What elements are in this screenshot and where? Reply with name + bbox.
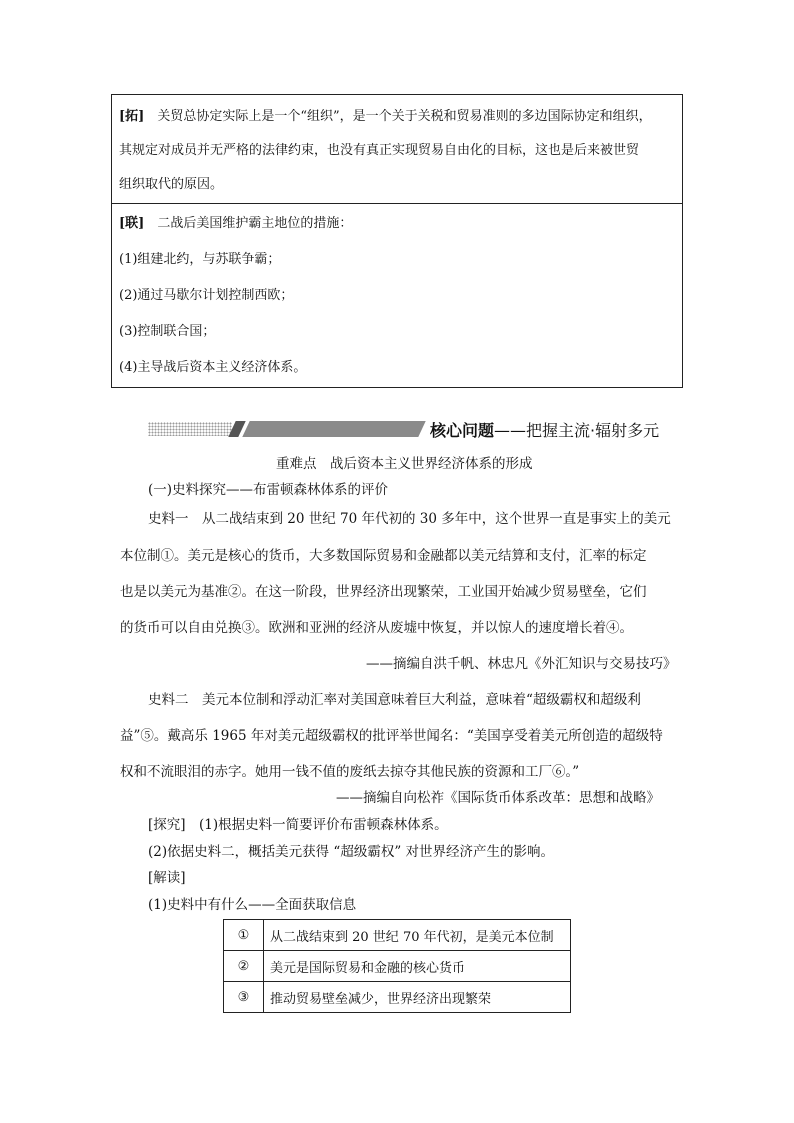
tuo-tag: [拓] bbox=[119, 109, 145, 124]
note-box-lian bbox=[111, 204, 683, 388]
source1-line-4: 的货币可以自由兑换③。欧洲和亚洲的经济从废墟中恢复，并以惊人的速度增长着④。 bbox=[120, 620, 633, 636]
source2-citation: ——摘编自向松祚《国际货币体系改革：思想和战略》 bbox=[336, 790, 660, 806]
tuo-text-1: 关贸总协定实际上是一个“组织”，是一个关于关税和贸易准则的多边国际协定和组织， bbox=[157, 109, 652, 124]
row-text: 美元是国际贸易和金融的核心货币 bbox=[264, 951, 571, 982]
banner-title bbox=[430, 418, 659, 441]
row-number: ① bbox=[224, 920, 264, 951]
lian-tag: [联] bbox=[119, 216, 145, 231]
source1-citation: ——摘编自洪千帆、林忠凡《外汇知识与交易技巧》 bbox=[366, 656, 677, 672]
table-row bbox=[224, 982, 571, 1013]
source1-line-2: 本位制①。美元是核心的货币，大多数国际贸易和金融都以美元结算和支付，汇率的标定 bbox=[120, 548, 647, 564]
banner-title-rest: ——把握主流·辐射多元 bbox=[494, 421, 660, 440]
note-box-tuo bbox=[111, 94, 683, 204]
key-point-heading: 重难点 战后资本主义世界经济体系的形成 bbox=[276, 456, 533, 472]
lian-item-3: (3)控制联合国； bbox=[119, 324, 216, 339]
source1-line-1: 史料一 从二战结束到 20 世纪 70 年代初的 30 多年中，这个世界一直是事实上的美元 bbox=[148, 511, 671, 527]
lian-item-2: (2)通过马歇尔计划控制西欧； bbox=[119, 288, 294, 303]
jiedu-label: [解读] bbox=[148, 870, 186, 886]
lian-item-1: (1)组建北约，与苏联争霸； bbox=[119, 252, 281, 267]
tuo-line-1 bbox=[119, 105, 652, 124]
explore-q1: [探究] (1)根据史料一简要评价布雷顿森林体系。 bbox=[148, 817, 448, 833]
section-banner bbox=[148, 418, 660, 442]
explore-q2: (2)依据史料二，概括美元获得 “超级霸权” 对世界经济产生的影响。 bbox=[148, 844, 555, 860]
row-number: ② bbox=[224, 951, 264, 982]
row-text: 推动贸易壁垒减少，世界经济出现繁荣 bbox=[264, 982, 571, 1013]
source2-line-3: 权和不流眼泪的赤字。她用一钱不值的废纸去掠夺其他民族的资源和工厂⑥。” bbox=[120, 764, 580, 780]
sub-heading: (一)史料探究——布雷顿森林体系的评价 bbox=[148, 482, 389, 498]
lian-heading-text: 二战后美国维护霸主地位的措施： bbox=[157, 216, 353, 231]
table-row bbox=[224, 951, 571, 982]
tuo-line-3: 组织取代的原因。 bbox=[119, 177, 224, 192]
source2-line-1: 史料二 美元本位制和浮动汇率对美国意味着巨大利益，意味着“超级霸权和超级利 bbox=[148, 692, 641, 708]
source2-line-2: 益”⑤。戴高乐 1965 年对美元超级霸权的批评举世闻名：“美国享受着美元所创造的超级特 bbox=[120, 728, 663, 744]
info-table bbox=[223, 919, 571, 1013]
banner-title-bold: 核心问题 bbox=[430, 421, 495, 440]
lian-item-4: (4)主导战后资本主义经济体系。 bbox=[119, 360, 307, 375]
lian-heading bbox=[119, 212, 352, 231]
row-number: ③ bbox=[224, 982, 264, 1013]
banner-bar bbox=[242, 421, 425, 437]
tuo-line-2: 其规定对成员并无严格的法律约束，也没有真正实现贸易自由化的目标，这也是后来被世贸 bbox=[119, 143, 640, 158]
source1-line-3: 也是以美元为基准②。在这一阶段，世界经济出现繁荣，工业国开始减少贸易壁垒，它们 bbox=[120, 584, 647, 600]
banner-dots bbox=[148, 422, 232, 436]
row-text: 从二战结束到 20 世纪 70 年代初，是美元本位制 bbox=[264, 920, 571, 951]
info-heading: (1)史料中有什么——全面获取信息 bbox=[148, 897, 357, 913]
table-row bbox=[224, 920, 571, 951]
